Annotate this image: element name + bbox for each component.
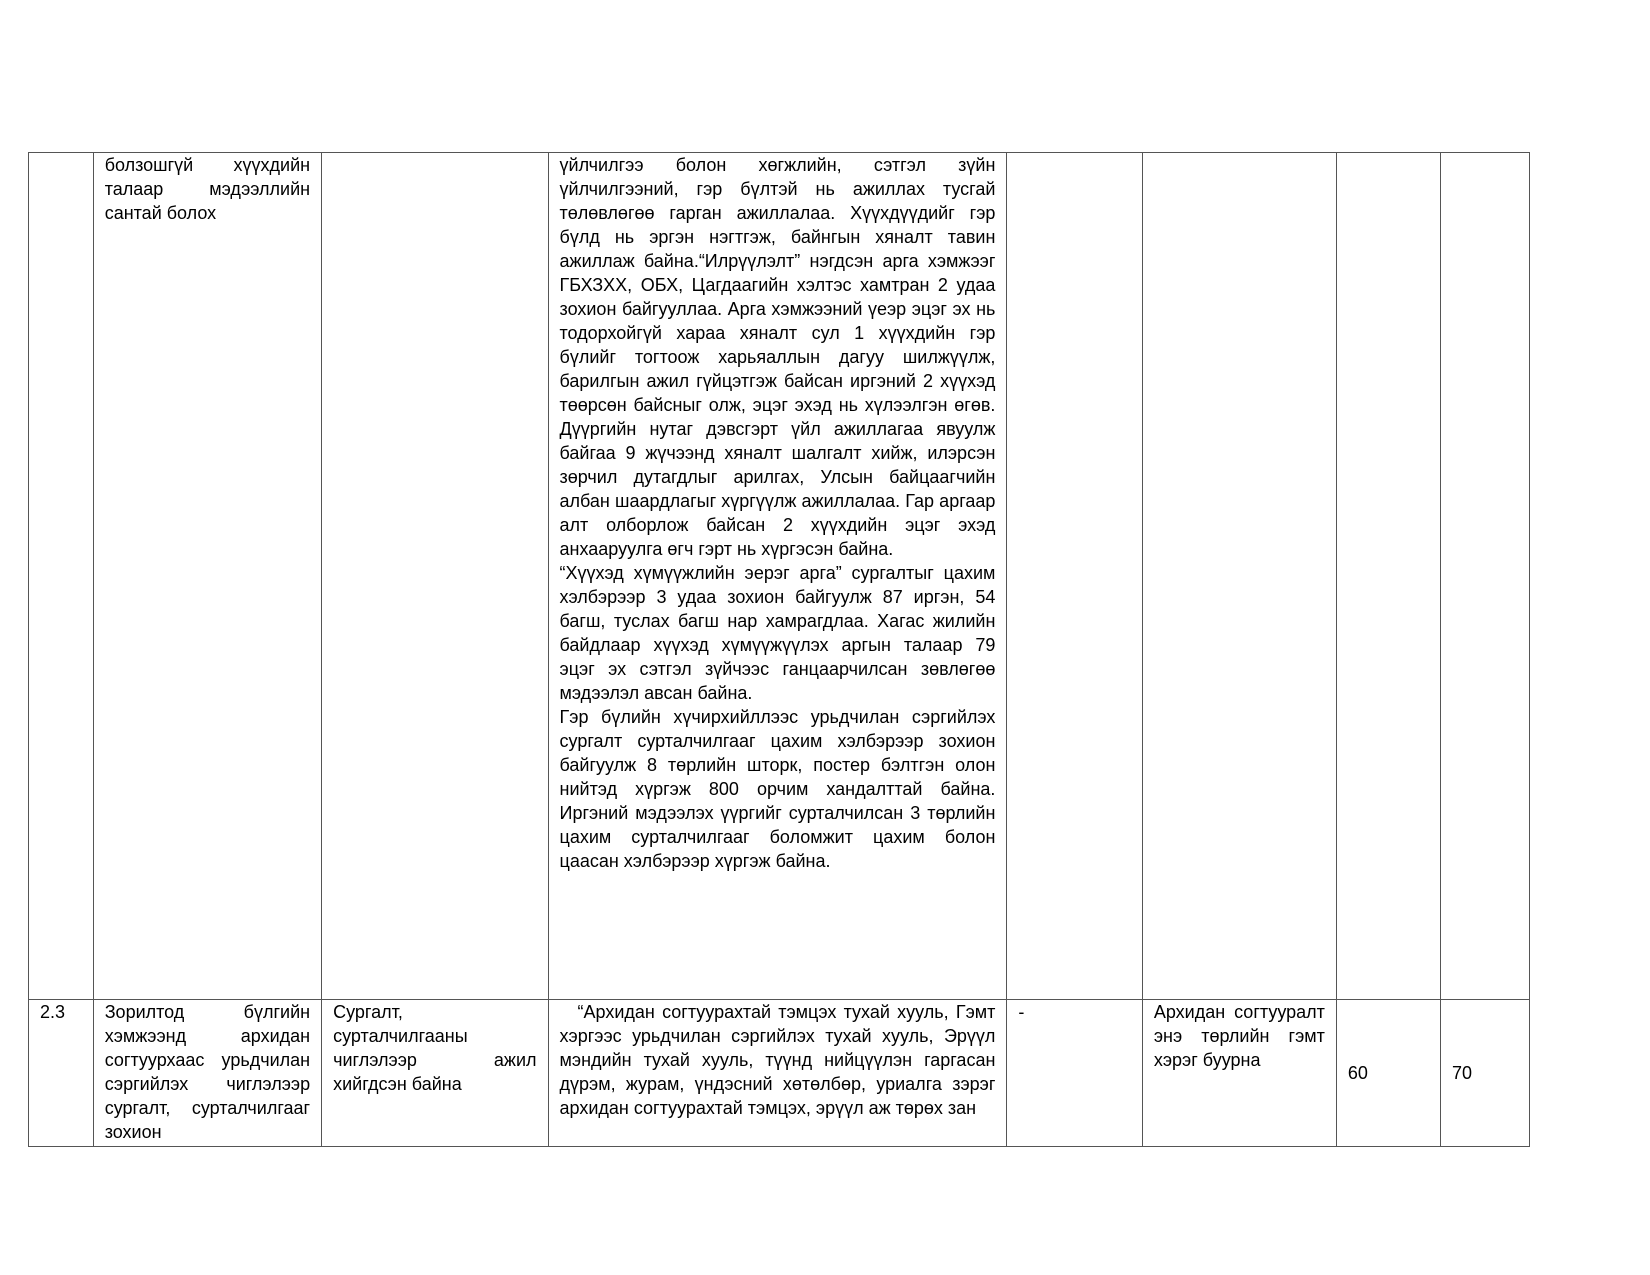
activity-paragraph: “Архидан согтуурахтай тэмцэх тухай хууль, Гэмт хэргээс урьдчилан сэргийлэх тухай хууль, Эрүүл мэндийн тухай хууль, түүнд нийцүүлэн гаргасан дүрэм, журам, үндэсний хөтөлбөр, уриалга зэрэг архидан согтуурахтай тэмцэх, эрүүл аж төрөх зан xyxy=(559,1002,996,1118)
objective-cell: Зорилтод бүлгийн хэмжээнд архидан согтуурхаас урьдчилан сэргийлэх чиглэлээр сургалт, сурталчилгааг зохион xyxy=(93,1000,321,1147)
target-cell: 70 xyxy=(1441,1000,1530,1147)
activity-paragraph: үйлчилгээ болон хөгжлийн, сэтгэл зүйн үйлчилгээний, гэр бүлтэй нь ажиллах тусгай төлөвлөгөө гарган ажиллалаа. Хүүхдүүдийг гэр бүлд нь эргэн нэгтгэж, байнгын хяналт тавин ажиллаж байна.“Илрүүлэлт” нэгдсэн арга хэмжээг ГБХЗХХ, ОБХ, Цагдаагийн хэлтэс хамтран 2 удаа зохион байгууллаа. Арга хэмжээний үеэр эцэг эх нь тодорхойгүй хараа хяналт сул 1 хүүхдийн гэр бүлийг тогтоож харьяаллын дагуу шилжүүлж, барилгын ажил гүйцэтгэж байсан иргэний 2 хүүхэд төөрсөн байсныг олж, эцэг эхэд нь хүлээлгэн өгөв. Дүүргийн нутаг дэвсгэрт үйл ажиллагаа явуулж байгаа 9 жүчээнд хяналт шалгалт хийж, илэрсэн зөрчил дутагдлыг арилгах, Улсын байцаагчийн албан шаардлагыг хүргүүлж ажиллалаа. Гар аргаар алт олборлож байсан 2 хүүхдийн эцэг эхэд анхааруулга өгч гэрт нь хүргэсэн байна. xyxy=(559,155,996,559)
column-5-cell: - xyxy=(1007,1000,1142,1147)
report-table xyxy=(28,152,1530,1147)
row-number-cell xyxy=(29,153,94,1000)
target-cell xyxy=(1441,153,1530,1000)
activity-paragraph: Гэр бүлийн хүчирхийллээс урьдчилан сэргийлэх сургалт сурталчилгааг цахим хэлбэрээр зохион байгуулж 8 төрлийн шторк, постер бэлтгэн олон нийтэд хүргэж 800 орчим хандалттай байна. Иргэний мэдээлэх үүргийг сурталчилсан 3 төрлийн цахим сурталчилгааг боломжит цахим болон цаасан хэлбэрээр хүргэж байна. xyxy=(559,707,996,871)
indicator-cell xyxy=(322,153,548,1000)
table-row xyxy=(29,1000,1530,1147)
column-5-cell xyxy=(1007,153,1142,1000)
column-6-cell xyxy=(1142,153,1336,1000)
table-row xyxy=(29,153,1530,1000)
column-6-cell: Архидан согтууралт энэ төрлийн гэмт хэрэг буурна xyxy=(1142,1000,1336,1147)
baseline-cell xyxy=(1336,153,1440,1000)
indicator-cell: Сургалт, сурталчилгааны чиглэлээр ажил хийгдсэн байна xyxy=(322,1000,548,1147)
baseline-cell: 60 xyxy=(1336,1000,1440,1147)
activity-paragraph: “Хүүхэд хүмүүжлийн эерэг арга” сургалтыг цахим хэлбэрээр 3 удаа зохион байгуулж 87 иргэн, 54 багш, туслах багш нар хамрагдлаа. Хагас жилийн байдлаар хүүхэд хүмүүжүүлэх аргын талаар 79 эцэг эх сэтгэл зүйчээс ганцаарчилсан зөвлөгөө мэдээлэл авсан байна. xyxy=(559,563,996,703)
activity-cell xyxy=(548,153,1007,1000)
objective-cell: болзошгүй хүүхдийн талаар мэдээллийн сантай болох xyxy=(93,153,321,1000)
activity-cell xyxy=(548,1000,1007,1147)
row-number-cell: 2.3 xyxy=(29,1000,94,1147)
